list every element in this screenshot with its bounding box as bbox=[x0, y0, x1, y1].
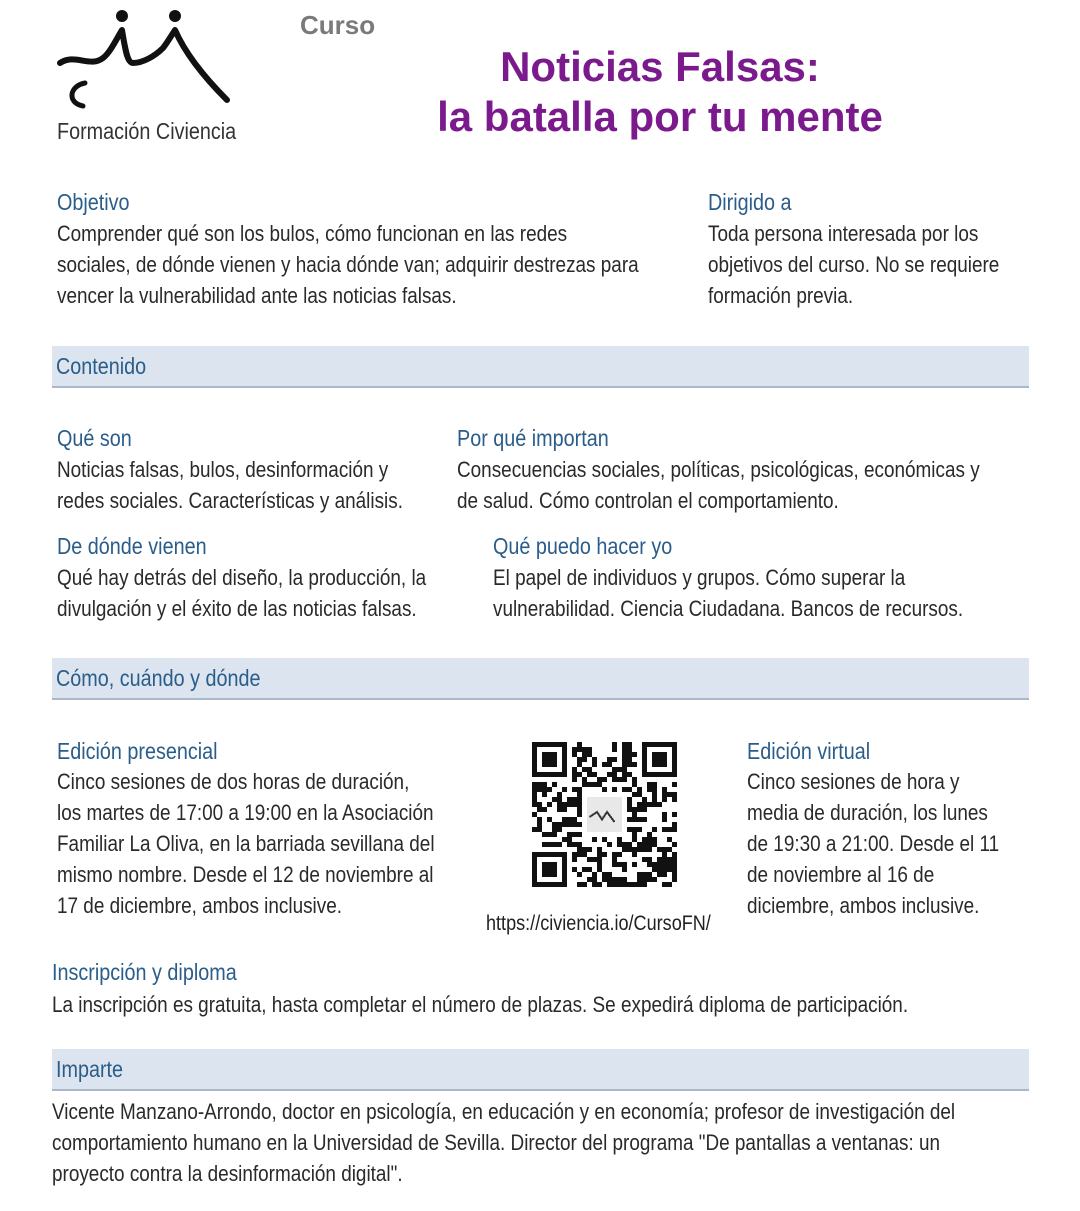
que-son-line: redes sociales. Características y análisis. bbox=[57, 488, 403, 513]
objetivo-line: Comprender qué son los bulos, cómo funcionan en las redes bbox=[57, 221, 568, 246]
imparte-band bbox=[52, 1049, 1029, 1091]
de-donde-line: divulgación y el éxito de las noticias falsas. bbox=[57, 596, 417, 621]
imparte-text bbox=[52, 1096, 1080, 1189]
imparte-line: Vicente Manzano-Arrondo, doctor en psicología, en educación y en economía; profesor de investigación del bbox=[52, 1099, 956, 1124]
course-label: Curso bbox=[300, 10, 376, 40]
logo-text: Formación Civiencia bbox=[57, 118, 237, 144]
virtual-line: diciembre, ambos inclusive. bbox=[747, 893, 980, 918]
como-band-label: Cómo, cuándo y dónde bbox=[56, 665, 261, 691]
presencial-line: los martes de 17:00 a 19:00 en la Asociación bbox=[57, 800, 434, 825]
que-son-text bbox=[57, 454, 459, 516]
por-que-heading: Por qué importan bbox=[457, 425, 609, 451]
imparte-band-label: Imparte bbox=[56, 1056, 124, 1082]
dirigido-text bbox=[708, 218, 1047, 311]
course-title-line2: la batalla por tu mente bbox=[437, 93, 883, 140]
dirigido-line: formación previa. bbox=[708, 283, 854, 308]
por-que-line: Consecuencias sociales, políticas, psicológicas, económicas y bbox=[457, 457, 980, 482]
por-que-line: de salud. Cómo controlan el comportamiento. bbox=[457, 488, 839, 513]
virtual-line: de 19:30 a 21:00. Desde el 11 bbox=[747, 831, 1000, 856]
presencial-text bbox=[57, 766, 496, 921]
virtual-line: Cinco sesiones de hora y bbox=[747, 769, 960, 794]
virtual-line: de noviembre al 16 de bbox=[747, 862, 935, 887]
imparte-line: proyecto contra la desinformación digital". bbox=[52, 1161, 403, 1186]
de-donde-line: Qué hay detrás del diseño, la producción, la bbox=[57, 565, 427, 590]
presencial-heading: Edición presencial bbox=[57, 738, 218, 764]
presencial-line: Cinco sesiones de dos horas de duración, bbox=[57, 769, 410, 794]
qr-url[interactable]: https://civiencia.io/CursoFN/ bbox=[486, 912, 711, 935]
course-title-line1: Noticias Falsas: bbox=[500, 43, 820, 90]
objetivo-line: sociales, de dónde vienen y hacia dónde van; adquirir destrezas para bbox=[57, 252, 639, 277]
objetivo-line: vencer la vulnerabilidad ante las noticias falsas. bbox=[57, 283, 457, 308]
que-puedo-heading: Qué puedo hacer yo bbox=[493, 533, 673, 559]
presencial-line: Familiar La Oliva, en la barriada sevillana del bbox=[57, 831, 435, 856]
virtual-heading: Edición virtual bbox=[747, 738, 871, 764]
que-son-line: Noticias falsas, bulos, desinformación y bbox=[57, 457, 389, 482]
logo bbox=[55, 8, 240, 118]
contenido-band bbox=[52, 346, 1029, 388]
dirigido-line: objetivos del curso. No se requiere bbox=[708, 252, 1000, 277]
como-band bbox=[52, 658, 1029, 700]
virtual-line: media de duración, los lunes bbox=[747, 800, 988, 825]
inscripcion-heading: Inscripción y diploma bbox=[52, 959, 237, 985]
objetivo-heading: Objetivo bbox=[57, 189, 130, 215]
que-puedo-line: El papel de individuos y grupos. Cómo superar la bbox=[493, 565, 906, 590]
que-puedo-line: vulnerabilidad. Ciencia Ciudadana. Bancos de recursos. bbox=[493, 596, 964, 621]
inscripcion-text: La inscripción es gratuita, hasta completar el número de plazas. Se expedirá diploma de participación. bbox=[52, 992, 909, 1017]
presencial-line: 17 de diciembre, ambos inclusive. bbox=[57, 893, 342, 918]
dirigido-heading: Dirigido a bbox=[708, 189, 792, 215]
imparte-line: comportamiento humano en la Universidad de Sevilla. Director del programa "De pantallas a ventanas: un bbox=[52, 1130, 941, 1155]
qr-code-icon bbox=[532, 742, 677, 887]
por-que-text bbox=[457, 454, 1065, 516]
presencial-line: mismo nombre. Desde el 12 de noviembre al bbox=[57, 862, 434, 887]
contenido-band-label: Contenido bbox=[56, 353, 147, 379]
civiencia-logo-icon bbox=[55, 8, 240, 118]
de-donde-heading: De dónde vienen bbox=[57, 533, 207, 559]
objetivo-text bbox=[57, 218, 733, 311]
qr-code[interactable] bbox=[532, 742, 677, 887]
que-puedo-text bbox=[493, 562, 1040, 624]
dirigido-line: Toda persona interesada por los bbox=[708, 221, 979, 246]
de-donde-text bbox=[57, 562, 486, 624]
virtual-text bbox=[747, 766, 1040, 921]
que-son-heading: Qué son bbox=[57, 425, 132, 451]
